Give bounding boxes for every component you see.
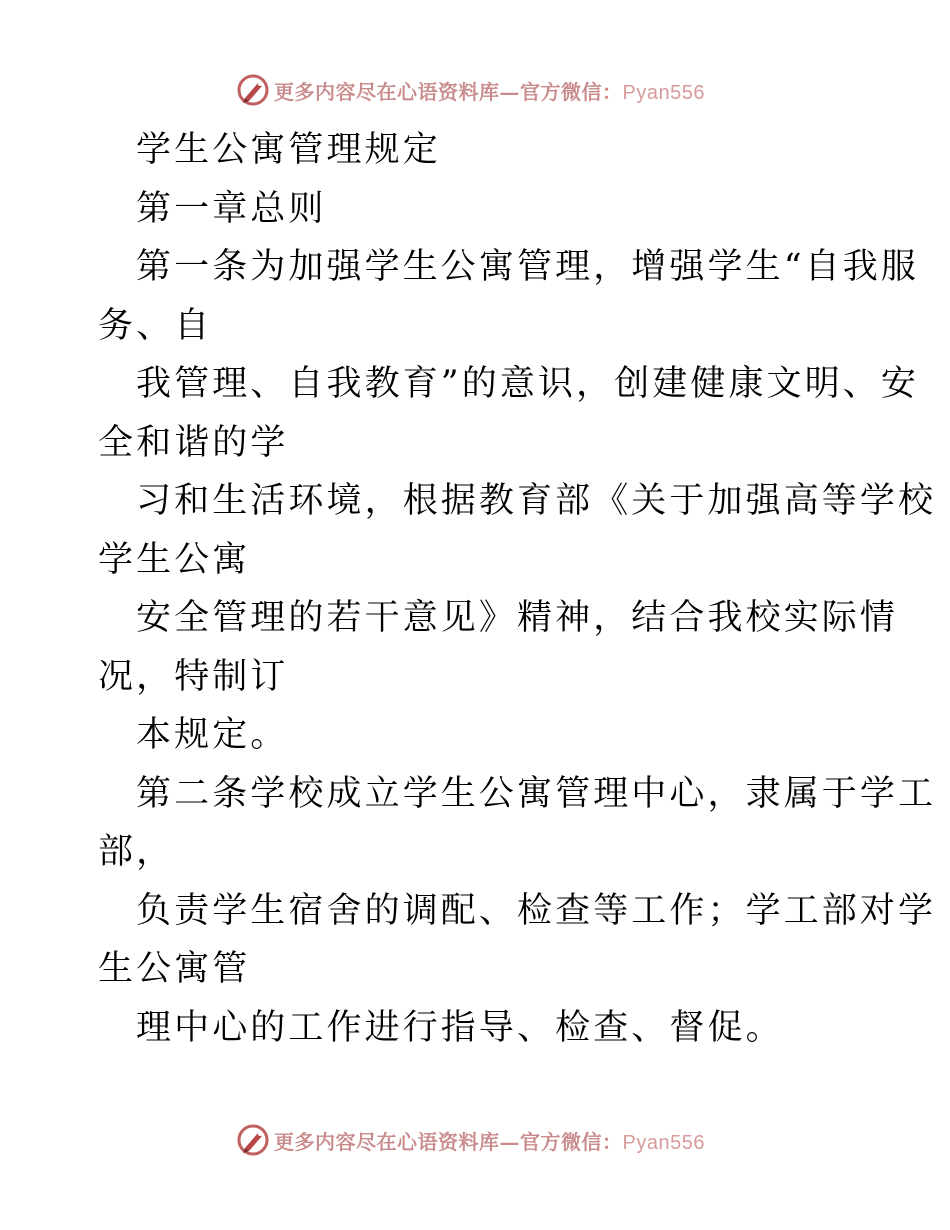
paragraph-line: 学生公寓 [98,539,251,580]
pen-circle-logo-icon [236,73,270,107]
paragraph-line: 第二条学校成立学生公寓管理中心，隶属于学工 [136,773,937,814]
paragraph-line: 生公寓管 [98,949,251,989]
paragraph-line: 理中心的工作进行指导、检查、督促。 [136,1007,784,1048]
header-watermark-wechat: Pyan556 [622,81,705,104]
chapter-heading: 第一章总则 [136,188,327,229]
paragraph-line: 我管理、自我教育”的意识，创建健康文明、安 [136,364,919,404]
footer-watermark-main: 更多内容尽在心语资料库—官方微信： [274,1129,623,1154]
paragraph-line: 习和生活环境，根据教育部《关于加强高等学校 [136,481,937,521]
pen-circle-logo-icon [236,1123,270,1157]
header-watermark-banner [236,72,705,108]
paragraph-line: 务、自 [98,305,213,346]
paragraph-line: 第一条为加强学生公寓管理，增强学生“自我服 [136,247,919,287]
footer-watermark-wechat: Pyan556 [622,1131,705,1154]
document-title: 学生公寓管理规定 [136,130,441,170]
paragraph-line: 本规定。 [136,715,289,755]
header-watermark-text [274,76,705,105]
header-watermark-main: 更多内容尽在心语资料库—官方微信： [274,79,623,104]
document-body [98,121,937,1057]
footer-watermark-text [274,1126,705,1155]
paragraph-line: 负责学生宿舍的调配、检查等工作；学工部对学 [136,890,937,931]
paragraph-line: 部， [98,832,175,872]
paragraph-line: 安全管理的若干意见》精神，结合我校实际情 [136,598,899,638]
footer-watermark-banner [236,1122,705,1158]
paragraph-line: 全和谐的学 [98,422,289,463]
paragraph-line: 况，特制订 [98,656,289,697]
